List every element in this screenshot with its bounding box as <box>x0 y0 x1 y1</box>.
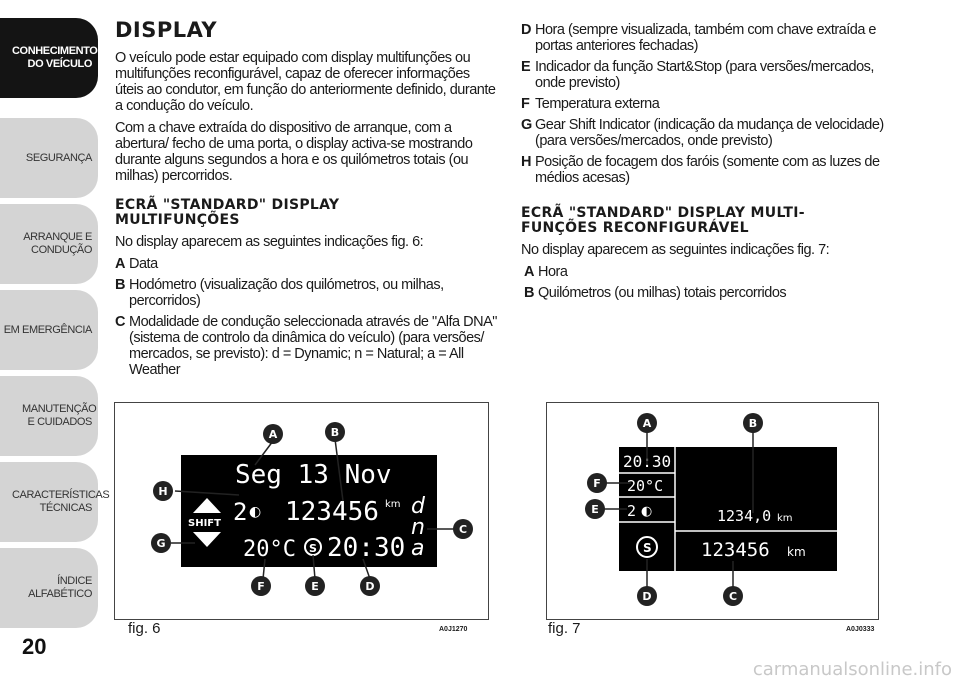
list-item: C Modalidade de condução seleccionada através de "Alfa DNA" (sistema de controlo da dinâmica do veículo) (para versões/ mercados, se previsto): d = Dynamic; n = Natural; a = All Weather <box>115 314 497 378</box>
svg-text:A: A <box>642 417 652 430</box>
stop-start-symbol: S <box>309 542 317 555</box>
display-temp: 20°C <box>243 537 296 562</box>
tab-emergencia[interactable]: EM EMERGÊNCIA <box>0 290 98 370</box>
tab-conhecimento[interactable]: CONHECIMENTO DO VEÍCULO <box>0 18 98 98</box>
list-item: E Indicador da função Start&Stop (para versões/mercados, onde previsto) <box>521 59 874 91</box>
text-column-left <box>115 18 497 383</box>
subsection-title: ECRÃ "STANDARD" DISPLAY MULTI-FUNÇÕES RECONFIGURÁVEL <box>521 205 805 236</box>
display-temp: 20°C <box>627 477 664 495</box>
svg-text:H: H <box>158 485 168 498</box>
tab-arranque[interactable]: ARRANQUE E CONDUÇÃO <box>0 204 98 284</box>
display-date: Seg 13 Nov <box>235 460 392 490</box>
svg-text:F: F <box>593 477 601 490</box>
tab-caracteristicas[interactable]: CARACTERÍSTICAS TÉCNICAS <box>0 462 98 542</box>
headlight-level: 2 <box>627 502 637 520</box>
svg-text:F: F <box>257 580 265 593</box>
section-title: DISPLAY <box>115 18 218 42</box>
headlight-icon: ◐ <box>641 504 653 519</box>
trip-unit: km <box>777 513 793 524</box>
display-time: 20:30 <box>623 452 672 471</box>
svg-text:B: B <box>748 417 758 430</box>
headlight-level: 2 <box>233 498 248 526</box>
display-multifuncoes-illustration <box>115 403 488 619</box>
shift-label: SHIFT <box>188 518 221 529</box>
paragraph: Com a chave extraída do dispositivo de arranque, com a abertura/ fecho de uma porta, o display activa-se mostrando durante alguns segundos a hora e os quilómetros totais (ou milhas) percorridos. <box>115 120 473 184</box>
headlight-icon: ◐ <box>249 504 262 520</box>
list-item: B Hodómetro (visualização dos quilómetros, ou milhas, percorridos) <box>115 277 444 309</box>
list-item: F Temperatura externa <box>521 96 660 112</box>
list-item: G Gear Shift Indicator (indicação da mudança de velocidade) (para versões/mercados, onde previsto) <box>521 117 884 149</box>
svg-text:B: B <box>330 426 340 439</box>
text-column-right <box>521 22 906 306</box>
svg-text:C: C <box>458 523 468 536</box>
figure-6-label: fig. 6 <box>128 620 161 637</box>
svg-text:G: G <box>156 537 166 550</box>
svg-text:C: C <box>728 590 738 603</box>
figure-7-label: fig. 7 <box>548 620 581 637</box>
figure-6-code: A0J1270 <box>439 626 468 633</box>
list-item: D Hora (sempre visualizada, também com chave extraída e portas anteriores fechadas) <box>521 22 876 54</box>
list-item: B Quilómetros (ou milhas) totais percorridos <box>524 285 787 301</box>
odometer-unit: km <box>385 499 401 510</box>
mode-d: d <box>411 494 425 519</box>
svg-text:A: A <box>268 428 278 441</box>
svg-text:E: E <box>311 580 319 593</box>
list-item: A Data <box>115 256 158 272</box>
watermark: carmanualsonline.info <box>752 659 952 680</box>
display-odometer: 123456 <box>285 497 379 527</box>
display-time: 20:30 <box>327 533 406 563</box>
tab-manutencao[interactable]: MANUTENÇÃO E CUIDADOS <box>0 376 98 456</box>
paragraph: O veículo pode estar equipado com display multifunções ou multifunções reconfigurável, capaz de oferecer informações úteis ao condutor, em função do anteriormente definido, durante a condução do veículo. <box>115 50 496 114</box>
svg-text:D: D <box>365 580 375 593</box>
display-reconfiguravel-illustration <box>547 403 878 619</box>
mode-n: n <box>411 515 425 540</box>
list-item: H Posição de focagem dos faróis (somente com as luzes de médios acesas) <box>521 154 880 186</box>
svg-text:E: E <box>591 503 599 516</box>
odometer-unit: km <box>787 545 806 559</box>
figure-7-code: A0J0333 <box>846 626 875 633</box>
mode-a: a <box>411 536 425 561</box>
display-trip: 1234,0 <box>717 507 772 525</box>
paragraph: No display aparecem as seguintes indicações fig. 7: <box>521 242 830 258</box>
display-odometer: 123456 <box>701 539 770 561</box>
svg-text:D: D <box>642 590 652 603</box>
paragraph: No display aparecem as seguintes indicações fig. 6: <box>115 234 424 250</box>
figure-7 <box>546 402 879 620</box>
tab-seguranca[interactable]: SEGURANÇA <box>0 118 98 198</box>
subsection-title: ECRÃ "STANDARD" DISPLAY MULTIFUNÇÕES <box>115 197 340 228</box>
stop-start-symbol: S <box>643 541 652 555</box>
page-number: 20 <box>22 634 47 659</box>
tab-indice[interactable]: ÍNDICE ALFABÉTICO <box>0 548 98 628</box>
figure-6 <box>114 402 489 620</box>
list-item: A Hora <box>524 264 568 280</box>
